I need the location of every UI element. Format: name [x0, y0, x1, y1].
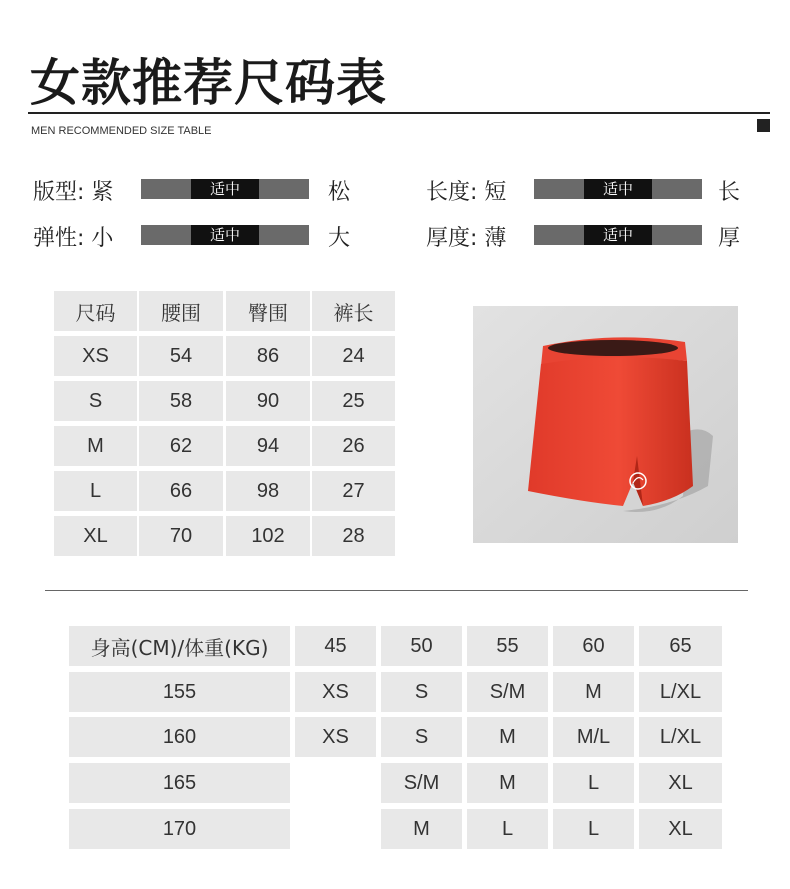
recommend-size-cell [295, 809, 376, 849]
size-table-header: 腰围 [139, 291, 223, 331]
fit-bar-thickness [534, 225, 702, 245]
recommend-weight-header: 60 [553, 626, 634, 666]
product-photo [473, 306, 738, 543]
size-table-cell: 102 [226, 516, 310, 556]
title-underline [28, 112, 770, 114]
page-subtitle: MEN RECOMMENDED SIZE TABLE [31, 125, 212, 137]
recommend-height-cell: 170 [69, 809, 290, 849]
recommend-weight-header: 55 [467, 626, 548, 666]
size-table-cell: 62 [139, 426, 223, 466]
section-divider [45, 590, 748, 591]
recommend-size-cell: M/L [553, 717, 634, 757]
fit-label-stretch: 弹性: 小 [33, 226, 114, 251]
size-table-cell: S [54, 381, 137, 421]
recommend-height-cell: 160 [69, 717, 290, 757]
recommend-size-cell: S [381, 717, 462, 757]
size-table-cell: M [54, 426, 137, 466]
recommend-size-cell: L/XL [639, 672, 722, 712]
fit-marker-length: 适中 [584, 179, 652, 199]
fit-label-cut: 版型: 紧 [33, 180, 114, 205]
recommend-size-cell: XL [639, 763, 722, 803]
corner-marker [757, 119, 770, 132]
size-table-cell: 58 [139, 381, 223, 421]
fit-end-length: 长 [718, 180, 741, 205]
size-table-cell: 27 [312, 471, 395, 511]
recommend-size-cell: L [553, 763, 634, 803]
fit-end-cut: 松 [328, 180, 351, 205]
fit-marker-thickness: 适中 [584, 225, 652, 245]
size-table-cell: 54 [139, 336, 223, 376]
recommend-size-cell: M [381, 809, 462, 849]
size-table-cell: 94 [226, 426, 310, 466]
fit-bar-stretch [141, 225, 309, 245]
size-table-header: 裤长 [312, 291, 395, 331]
size-table-cell: 28 [312, 516, 395, 556]
recommend-height-cell: 155 [69, 672, 290, 712]
fit-label-thickness: 厚度: 薄 [426, 226, 507, 251]
fit-bar-length [534, 179, 702, 199]
recommend-size-cell: M [467, 763, 548, 803]
recommend-size-cell: XS [295, 672, 376, 712]
recommend-size-cell: L [467, 809, 548, 849]
size-table-cell: L [54, 471, 137, 511]
size-table-cell: XS [54, 336, 137, 376]
fit-marker-stretch: 适中 [191, 225, 259, 245]
recommend-height-cell: 165 [69, 763, 290, 803]
fit-end-stretch: 大 [328, 226, 351, 251]
size-table-cell: 70 [139, 516, 223, 556]
fit-end-thickness: 厚 [718, 226, 741, 251]
size-table-cell: 98 [226, 471, 310, 511]
size-table-cell: 90 [226, 381, 310, 421]
fit-bar-cut [141, 179, 309, 199]
shorts-illustration [473, 306, 738, 543]
size-table-cell: 25 [312, 381, 395, 421]
fit-label-length: 长度: 短 [426, 180, 507, 205]
recommend-size-cell: M [553, 672, 634, 712]
recommend-size-cell: M [467, 717, 548, 757]
recommend-table-corner: 身高(CM)/体重(KG) [69, 626, 290, 666]
size-table-cell: 26 [312, 426, 395, 466]
size-table-cell: 24 [312, 336, 395, 376]
size-table-cell: 66 [139, 471, 223, 511]
recommend-size-cell: S/M [467, 672, 548, 712]
size-table-header: 尺码 [54, 291, 137, 331]
recommend-weight-header: 50 [381, 626, 462, 666]
recommend-weight-header: 65 [639, 626, 722, 666]
recommend-weight-header: 45 [295, 626, 376, 666]
size-table-cell: 86 [226, 336, 310, 376]
recommend-size-cell: L [553, 809, 634, 849]
recommend-size-cell: XS [295, 717, 376, 757]
size-table-cell: XL [54, 516, 137, 556]
recommend-size-cell: S/M [381, 763, 462, 803]
recommend-size-cell: XL [639, 809, 722, 849]
size-table-header: 臀围 [226, 291, 310, 331]
recommend-size-cell: L/XL [639, 717, 722, 757]
page-title: 女款推荐尺码表 [30, 54, 387, 112]
fit-marker-cut: 适中 [191, 179, 259, 199]
recommend-size-cell: S [381, 672, 462, 712]
recommend-size-cell [295, 763, 376, 803]
